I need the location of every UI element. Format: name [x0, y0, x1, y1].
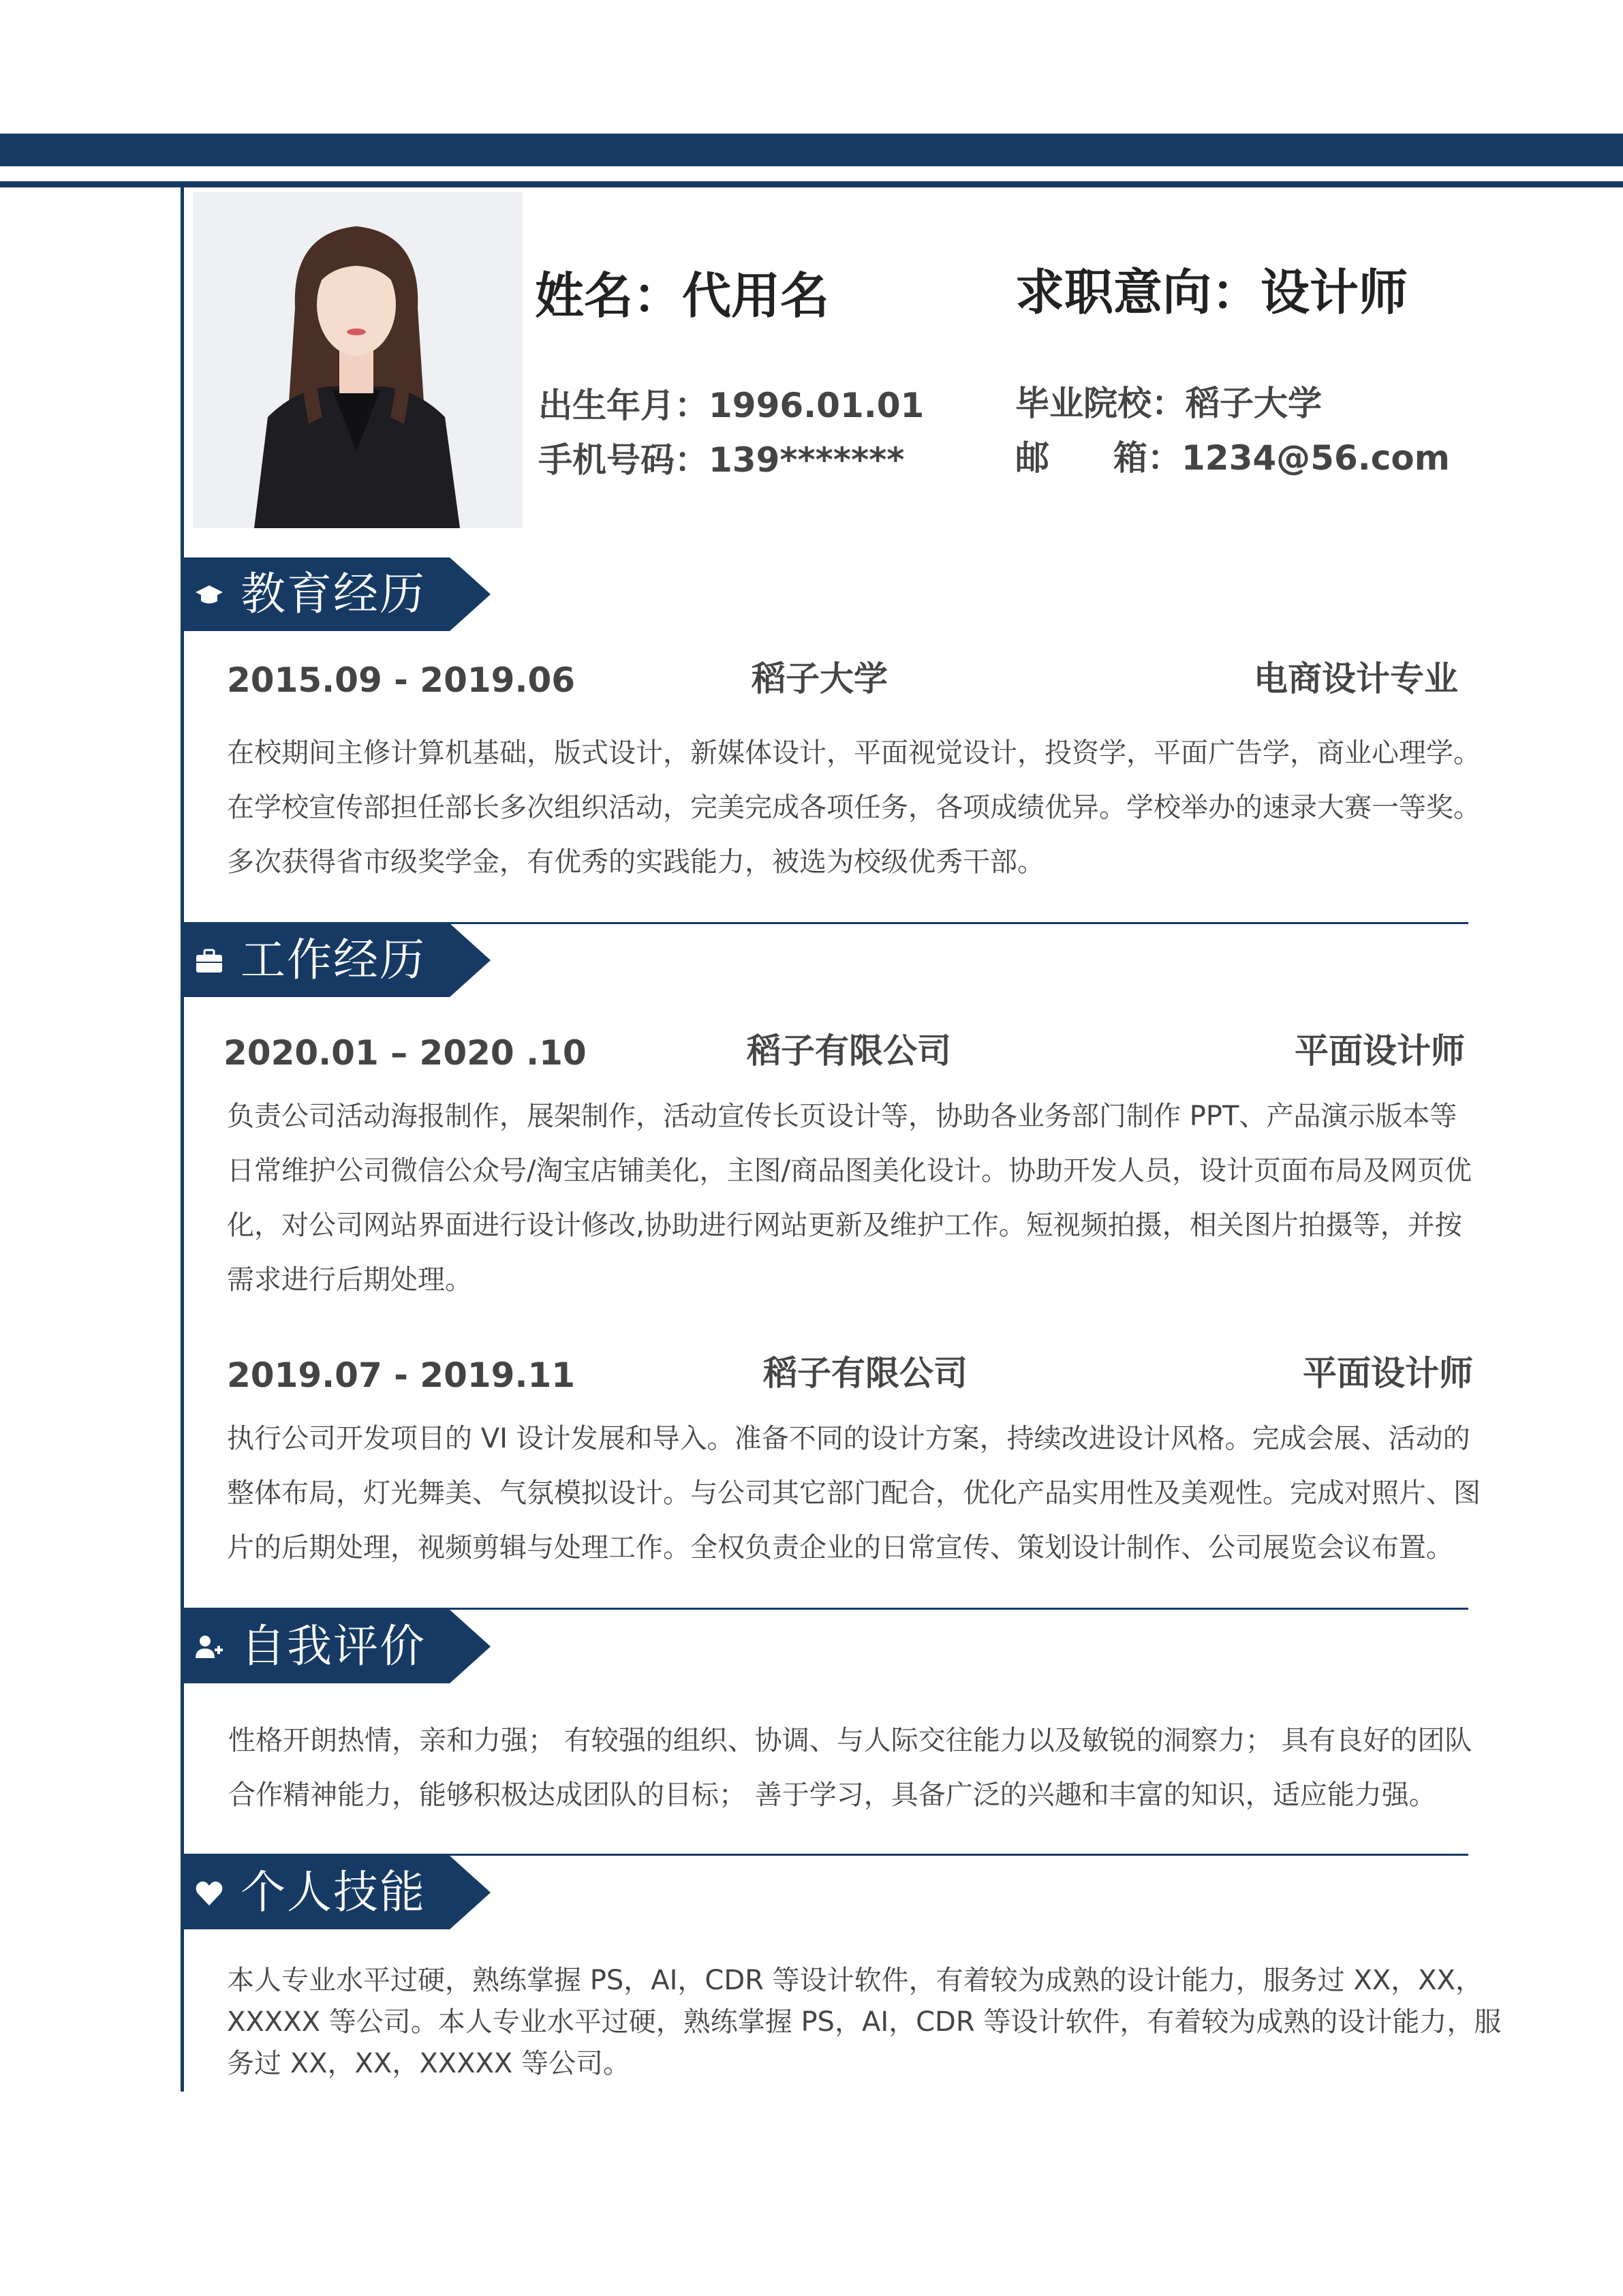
text-line: 多次获得省市级奖学金，有优秀的实践能力，被选为校级优秀干部。	[227, 846, 1045, 878]
job-company: 稻子有限公司	[747, 1031, 951, 1071]
school-info	[1015, 384, 1322, 423]
phone-number: 手机号码：139*******	[538, 440, 905, 480]
top-banner-bar	[0, 134, 1623, 166]
text-line: 在学校宣传部担任部长多次组织活动，完美完成各项任务，各项成绩优异。学校举办的速录大赛一等奖。	[227, 792, 1481, 823]
text-line: 需求进行后期处理。	[227, 1264, 472, 1296]
self-evaluation-text	[228, 1713, 1472, 1822]
work-title: 工作经历	[241, 934, 426, 986]
skills-title: 个人技能	[241, 1866, 426, 1918]
job-company: 稻子有限公司	[763, 1353, 968, 1393]
school-value: 稻子大学	[1186, 384, 1322, 423]
heart-icon	[194, 1878, 224, 1908]
text-line: 合作精神能力，能够积极达成团队的目标； 善于学习，具备广泛的兴趣和丰富的知识，适应能力强。	[228, 1779, 1436, 1811]
text-line: 片的后期处理，视频剪辑与处理工作。全权负责企业的日常宣传、策划设计制作、公司展览会议布置。	[227, 1532, 1453, 1563]
education-school: 稻子大学	[752, 659, 888, 699]
school-label: 毕业院校：	[1015, 384, 1186, 423]
education-description	[227, 726, 1481, 889]
job-description	[227, 1411, 1481, 1575]
text-line: 性格开朗热情，亲和力强； 有较强的组织、协调、与人际交往能力以及敏锐的洞察力； 具有良好的团队	[228, 1725, 1472, 1756]
text-line: 务过 XX，XX，XXXXX 等公司。	[227, 2048, 631, 2079]
self-evaluation-title: 自我评价	[241, 1620, 426, 1672]
name-heading: 姓名：代用名	[535, 267, 830, 324]
text-line: 本人专业水平过硬，熟练掌握 PS，AI，CDR 等设计软件，有着较为成熟的设计能力，服务过 XX，XX，	[227, 1965, 1483, 1996]
text-line: 化，对公司网站界面进行设计修改,协助进行网站更新及维护工作。短视频拍摄，相关图片拍摄等，并按	[227, 1210, 1462, 1241]
text-line: 执行公司开发项目的 VI 设计发展和导入。准备不同的设计方案，持续改进设计风格。完成会展、活动的	[227, 1423, 1470, 1454]
birth-date: 出生年月：1996.01.01	[538, 386, 925, 425]
left-vertical-line	[181, 187, 184, 2092]
skills-section-header	[181, 1856, 491, 1929]
job-role: 平面设计师	[1303, 1353, 1473, 1393]
self-evaluation-section-header	[181, 1610, 491, 1683]
text-line: 在校期间主修计算机基础，版式设计，新媒体设计，平面视觉设计，投资学，平面广告学，商业心理学。	[227, 737, 1481, 769]
education-major: 电商设计专业	[1254, 659, 1458, 699]
text-line: 负责公司活动海报制作，展架制作，活动宣传长页设计等，协助各业务部门制作 PPT、产品演示版本等	[227, 1101, 1457, 1132]
email-label: 箱：	[1113, 438, 1181, 478]
work-section-header	[181, 923, 491, 997]
profile-photo	[193, 192, 523, 528]
job-description	[227, 1089, 1472, 1307]
job-intent-heading: 求职意向：设计师	[1015, 264, 1408, 321]
text-line: 日常维护公司微信公众号/淘宝店铺美化，主图/商品图美化设计。协助开发人员，设计页面布局及网页优	[227, 1155, 1472, 1187]
email-info	[1015, 438, 1450, 478]
job-role: 平面设计师	[1295, 1031, 1465, 1071]
education-section-header	[181, 557, 491, 631]
job-period: 2019.07 - 2019.11	[227, 1356, 576, 1395]
graduation-cap-icon	[194, 580, 224, 610]
job-period: 2020.01 – 2020 .10	[223, 1033, 587, 1073]
education-period: 2015.09 - 2019.06	[227, 660, 576, 700]
email-label-char: 邮	[1015, 438, 1049, 478]
user-plus-icon	[194, 1632, 224, 1662]
text-line: 整体布局，灯光舞美、气氛模拟设计。与公司其它部门配合，优化产品实用性及美观性。完成对照片、图	[227, 1478, 1481, 1509]
text-line: XXXXX 等公司。本人专业水平过硬，熟练掌握 PS，AI，CDR 等设计软件，有着较为成熟的设计能力，服	[227, 2006, 1502, 2038]
email-value: 1234@56.com	[1181, 438, 1450, 478]
briefcase-icon	[194, 946, 224, 976]
skills-text	[227, 1960, 1501, 2085]
top-banner-line	[0, 181, 1623, 187]
education-title: 教育经历	[241, 568, 426, 620]
